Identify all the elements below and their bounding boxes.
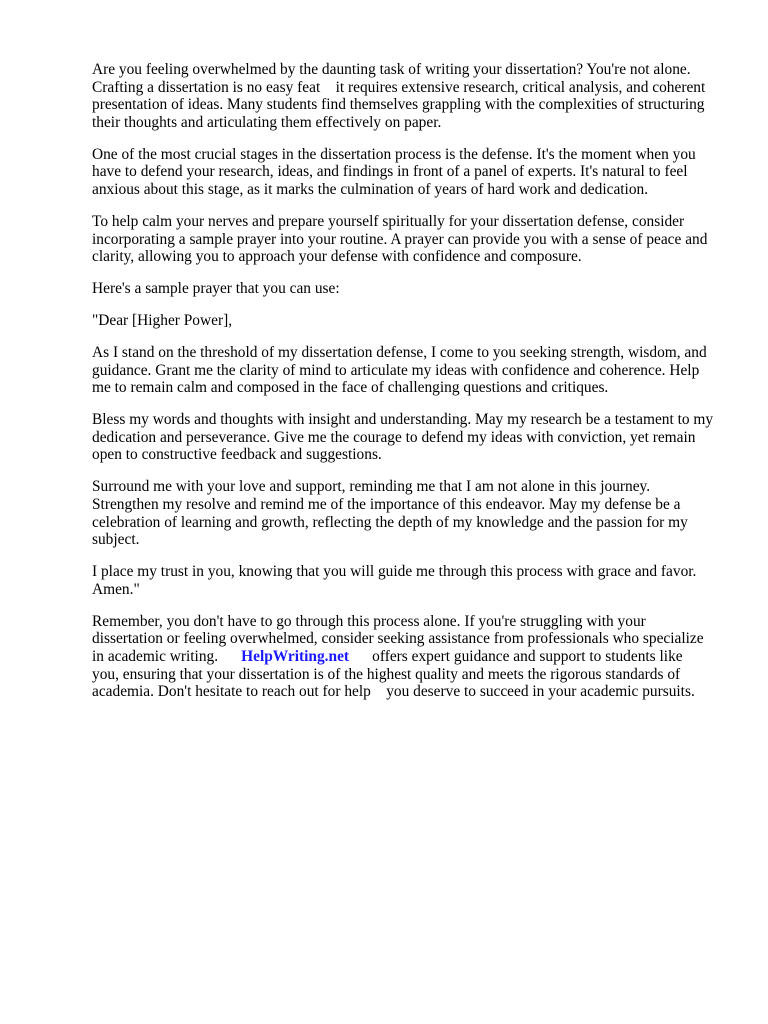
document-body [92, 61, 728, 715]
text-line: Are you feeling overwhelmed by the daunting task of writing your dissertation? You're not alone. [92, 61, 691, 78]
text-line: As I stand on the threshold of my dissertation defense, I come to you seeking strength, wisdom, and [92, 344, 707, 362]
paragraph-sample-intro [92, 280, 728, 298]
paragraph-calm-nerves [92, 213, 728, 266]
text-line: dedication and perseverance. Give me the courage to defend my ideas with conviction, yet remain [92, 428, 696, 446]
text-line: subject. [92, 531, 140, 549]
paragraph-salutation [92, 312, 728, 330]
text-line: guidance. Grant me the clarity of mind to articulate my ideas with confidence and coherence. Help [92, 361, 700, 379]
text-line: academia. Don't hesitate to reach out for help you deserve to succeed in your academic pursuits. [92, 683, 695, 701]
text-line: incorporating a sample prayer into your routine. A prayer can provide you with a sense of peace and [92, 230, 708, 248]
text-segment: in academic writing. [92, 647, 242, 665]
helpwriting-link[interactable]: HelpWriting.net [241, 647, 350, 665]
paragraph-closing [92, 613, 728, 701]
text-line: Remember, you don't have to go through this process alone. If you're struggling with your [92, 612, 646, 630]
text-line: have to defend your research, ideas, and findings in front of a panel of experts. It's natural to feel [92, 163, 688, 181]
paragraph-intro [92, 61, 728, 131]
paragraph-defense [92, 146, 728, 199]
text-line: presentation of ideas. Many students find themselves grappling with the complexities of structuring [92, 96, 705, 114]
text-line: anxious about this stage, as it marks the culmination of years of hard work and dedication. [92, 180, 649, 198]
text-line: "Dear [Higher Power], [92, 312, 233, 330]
paragraph-prayer-bless [92, 411, 728, 464]
text-line: me to remain calm and composed in the face of challenging questions and critiques. [92, 379, 609, 397]
text-line-with-link [92, 648, 728, 666]
text-line: To help calm your nerves and prepare yourself spiritually for your dissertation defense, consider [92, 212, 685, 230]
text-line: clarity, allowing you to approach your defense with confidence and composure. [92, 248, 582, 266]
text-line: I place my trust in you, knowing that you will guide me through this process with grace and favor. [92, 563, 697, 581]
text-line: you, ensuring that your dissertation is of the highest quality and meets the rigorous standards of [92, 665, 681, 683]
text-segment: offers expert guidance and support to students like [349, 647, 683, 665]
paragraph-prayer-surround [92, 478, 728, 548]
text-line: dissertation or feeling overwhelmed, consider seeking assistance from professionals who specialize [92, 630, 704, 648]
text-line: their thoughts and articulating them effectively on paper. [92, 113, 442, 131]
text-line: celebration of learning and growth, reflecting the depth of my knowledge and the passion for my [92, 513, 688, 531]
paragraph-prayer-trust [92, 563, 728, 598]
paragraph-prayer-threshold [92, 344, 728, 397]
text-line: Amen." [92, 580, 140, 598]
text-line: One of the most crucial stages in the dissertation process is the defense. It's the moment when you [92, 145, 696, 163]
text-line: Surround me with your love and support, reminding me that I am not alone in this journey. [92, 478, 651, 496]
text-line: open to constructive feedback and suggestions. [92, 446, 382, 464]
text-line: Bless my words and thoughts with insight and understanding. May my research be a testament to my [92, 411, 714, 429]
text-line: Here's a sample prayer that you can use: [92, 280, 340, 298]
text-line: Strengthen my resolve and remind me of the importance of this endeavor. May my defense be a [92, 496, 681, 514]
text-line: Crafting a dissertation is no easy feat it requires extensive research, critical analysis, and coherent [92, 78, 706, 96]
